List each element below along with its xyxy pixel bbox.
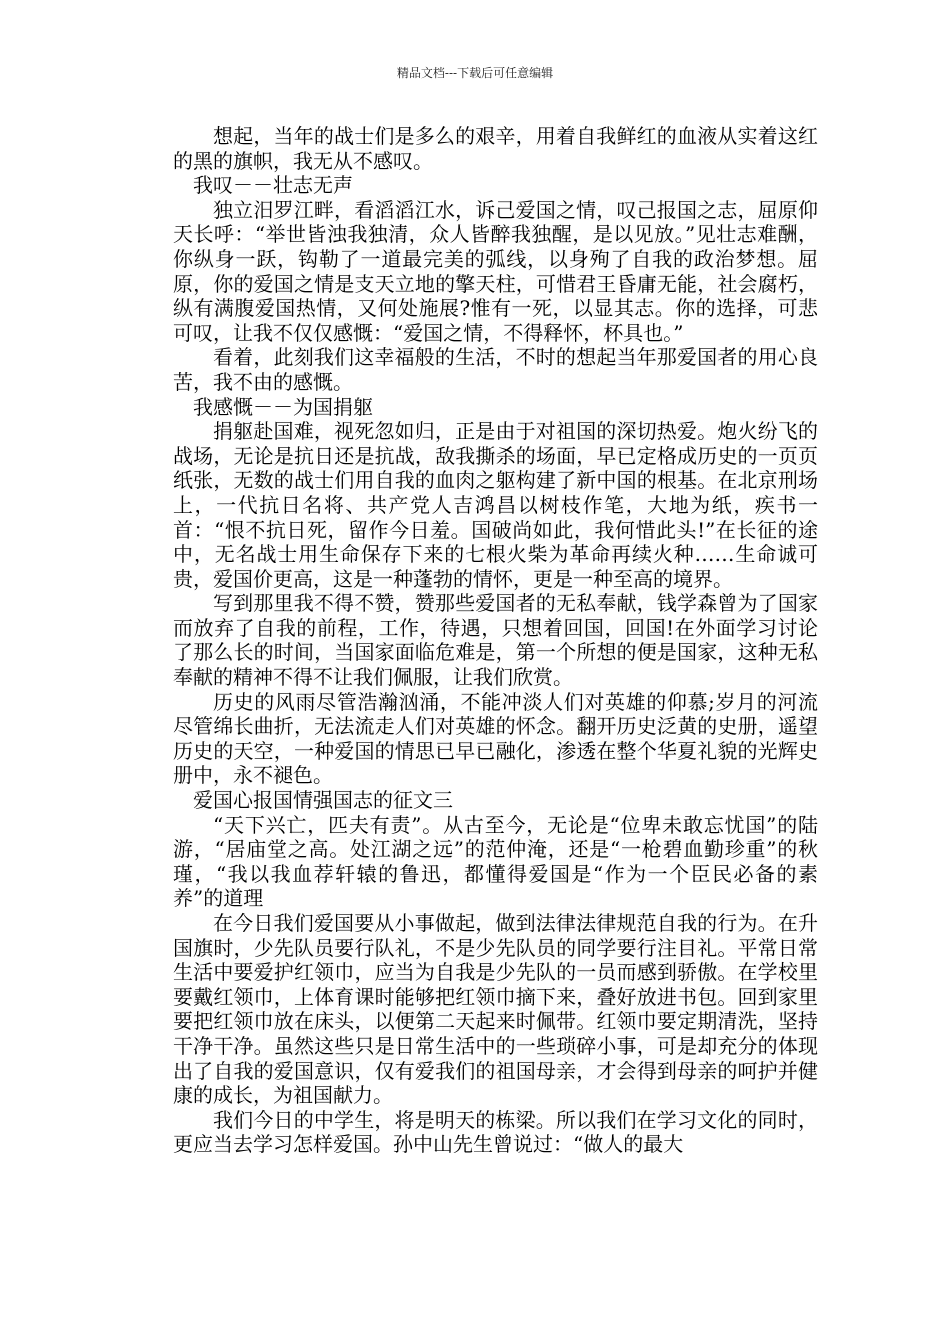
paragraph: 写到那里我不得不赞，赞那些爱国者的无私奉献，钱学森曾为了国家而放弃了自我的前程，工作，待遇，只想着回国，回国!在外面学习讨论了那么长的时间，当国家面临危难是，第一个所想的便是国家，这种无私奉献的精神不得不让我们佩服，让我们欣赏。 xyxy=(173,591,818,690)
paragraph: 捐躯赴国难，视死忽如归，正是由于对祖国的深切热爱。炮火纷飞的战场，无论是抗日还是抗战，敌我撕杀的场面，早已定格成历史的一页页纸张，无数的战士们用自我的血肉之躯构建了新中国的根基。在北京刑场上，一代抗日名将、共产党人吉鸿昌以树枝作笔，大地为纸，疾书一首：“恨不抗日死，留作今日羞。国破尚如此，我何惜此头!”在长征的途中，无名战士用生命保存下来的七根火柴为革命再续火种……生命诚可贵，爱国价更高，这是一种蓬勃的情怀，更是一种至高的境界。 xyxy=(173,419,818,591)
paragraph: “天下兴亡，匹夫有责”。从古至今，无论是“位卑未敢忘忧国”的陆游，“居庙堂之高。处江湖之远”的范仲淹，还是“一枪碧血勤珍重”的秋瑾，“我以我血荐轩辕的鲁迅，都懂得爱国是“作为一个臣民必备的素养”的道理 xyxy=(173,812,818,911)
document-body xyxy=(173,124,818,1157)
paragraph: 想起，当年的战士们是多么的艰辛，用着自我鲜红的血液从实着这红的黑的旗帜，我无从不感叹。 xyxy=(173,124,818,173)
paragraph: 在今日我们爱国要从小事做起，做到法律法律规范自我的行为。在升国旗时，少先队员要行队礼，不是少先队员的同学要行注目礼。平常日常生活中要爱护红领巾，应当为自我是少先队的一员而感到骄傲。在学校里要戴红领巾，上体育课时能够把红领巾摘下来，叠好放进书包。回到家里要把红领巾放在床头，以便第二天起来时佩带。红领巾要定期清洗，坚持干净干净。虽然这些只是日常生活中的一些琐碎小事，可是却充分的体现出了自我的爱国意识，仅有爱我们的祖国母亲，才会得到母亲的呵护并健康的成长，为祖国献力。 xyxy=(173,911,818,1108)
section-heading: 爱国心报国情强国志的征文三 xyxy=(193,788,453,813)
paragraph: 历史的风雨尽管浩瀚汹涌，不能冲淡人们对英雄的仰慕;岁月的河流尽管绵长曲折，无法流走人们对英雄的怀念。翻开历史泛黄的史册，遥望历史的天空，一种爱国的情思已早已融化，渗透在整个华夏礼貌的光辉史册中，永不褪色。 xyxy=(173,689,818,788)
paragraph: 独立汨罗江畔，看滔滔江水，诉己爱国之情，叹己报国之志，屈原仰天长呼：“举世皆浊我独清，众人皆醉我独醒，是以见放。”见壮志难酬，你纵身一跃，钩勒了一道最完美的弧线，以身殉了自我的政治梦想。屈原，你的爱国之情是支天立地的擎天柱，可惜君王昏庸无能，社会腐朽，纵有满腹爱国热情，又何处施展?惟有一死，以显其志。你的选择，可悲可叹，让我不仅仅感慨：“爱国之情，不得释怀，杯具也。” xyxy=(173,197,818,345)
page-header: 精品文档---下载后可任意编辑 xyxy=(396,66,554,80)
paragraph: 我们今日的中学生，将是明天的栋梁。所以我们在学习文化的同时，更应当去学习怎样爱国。孙中山先生曾说过：“做人的最大 xyxy=(173,1107,818,1157)
section-heading: 我叹－－壮志无声 xyxy=(193,173,353,198)
section-heading: 我感慨－－为国捐躯 xyxy=(193,394,373,419)
paragraph: 看着，此刻我们这幸福般的生活，不时的想起当年那爱国者的用心良苦，我不由的感慨。 xyxy=(173,345,818,394)
